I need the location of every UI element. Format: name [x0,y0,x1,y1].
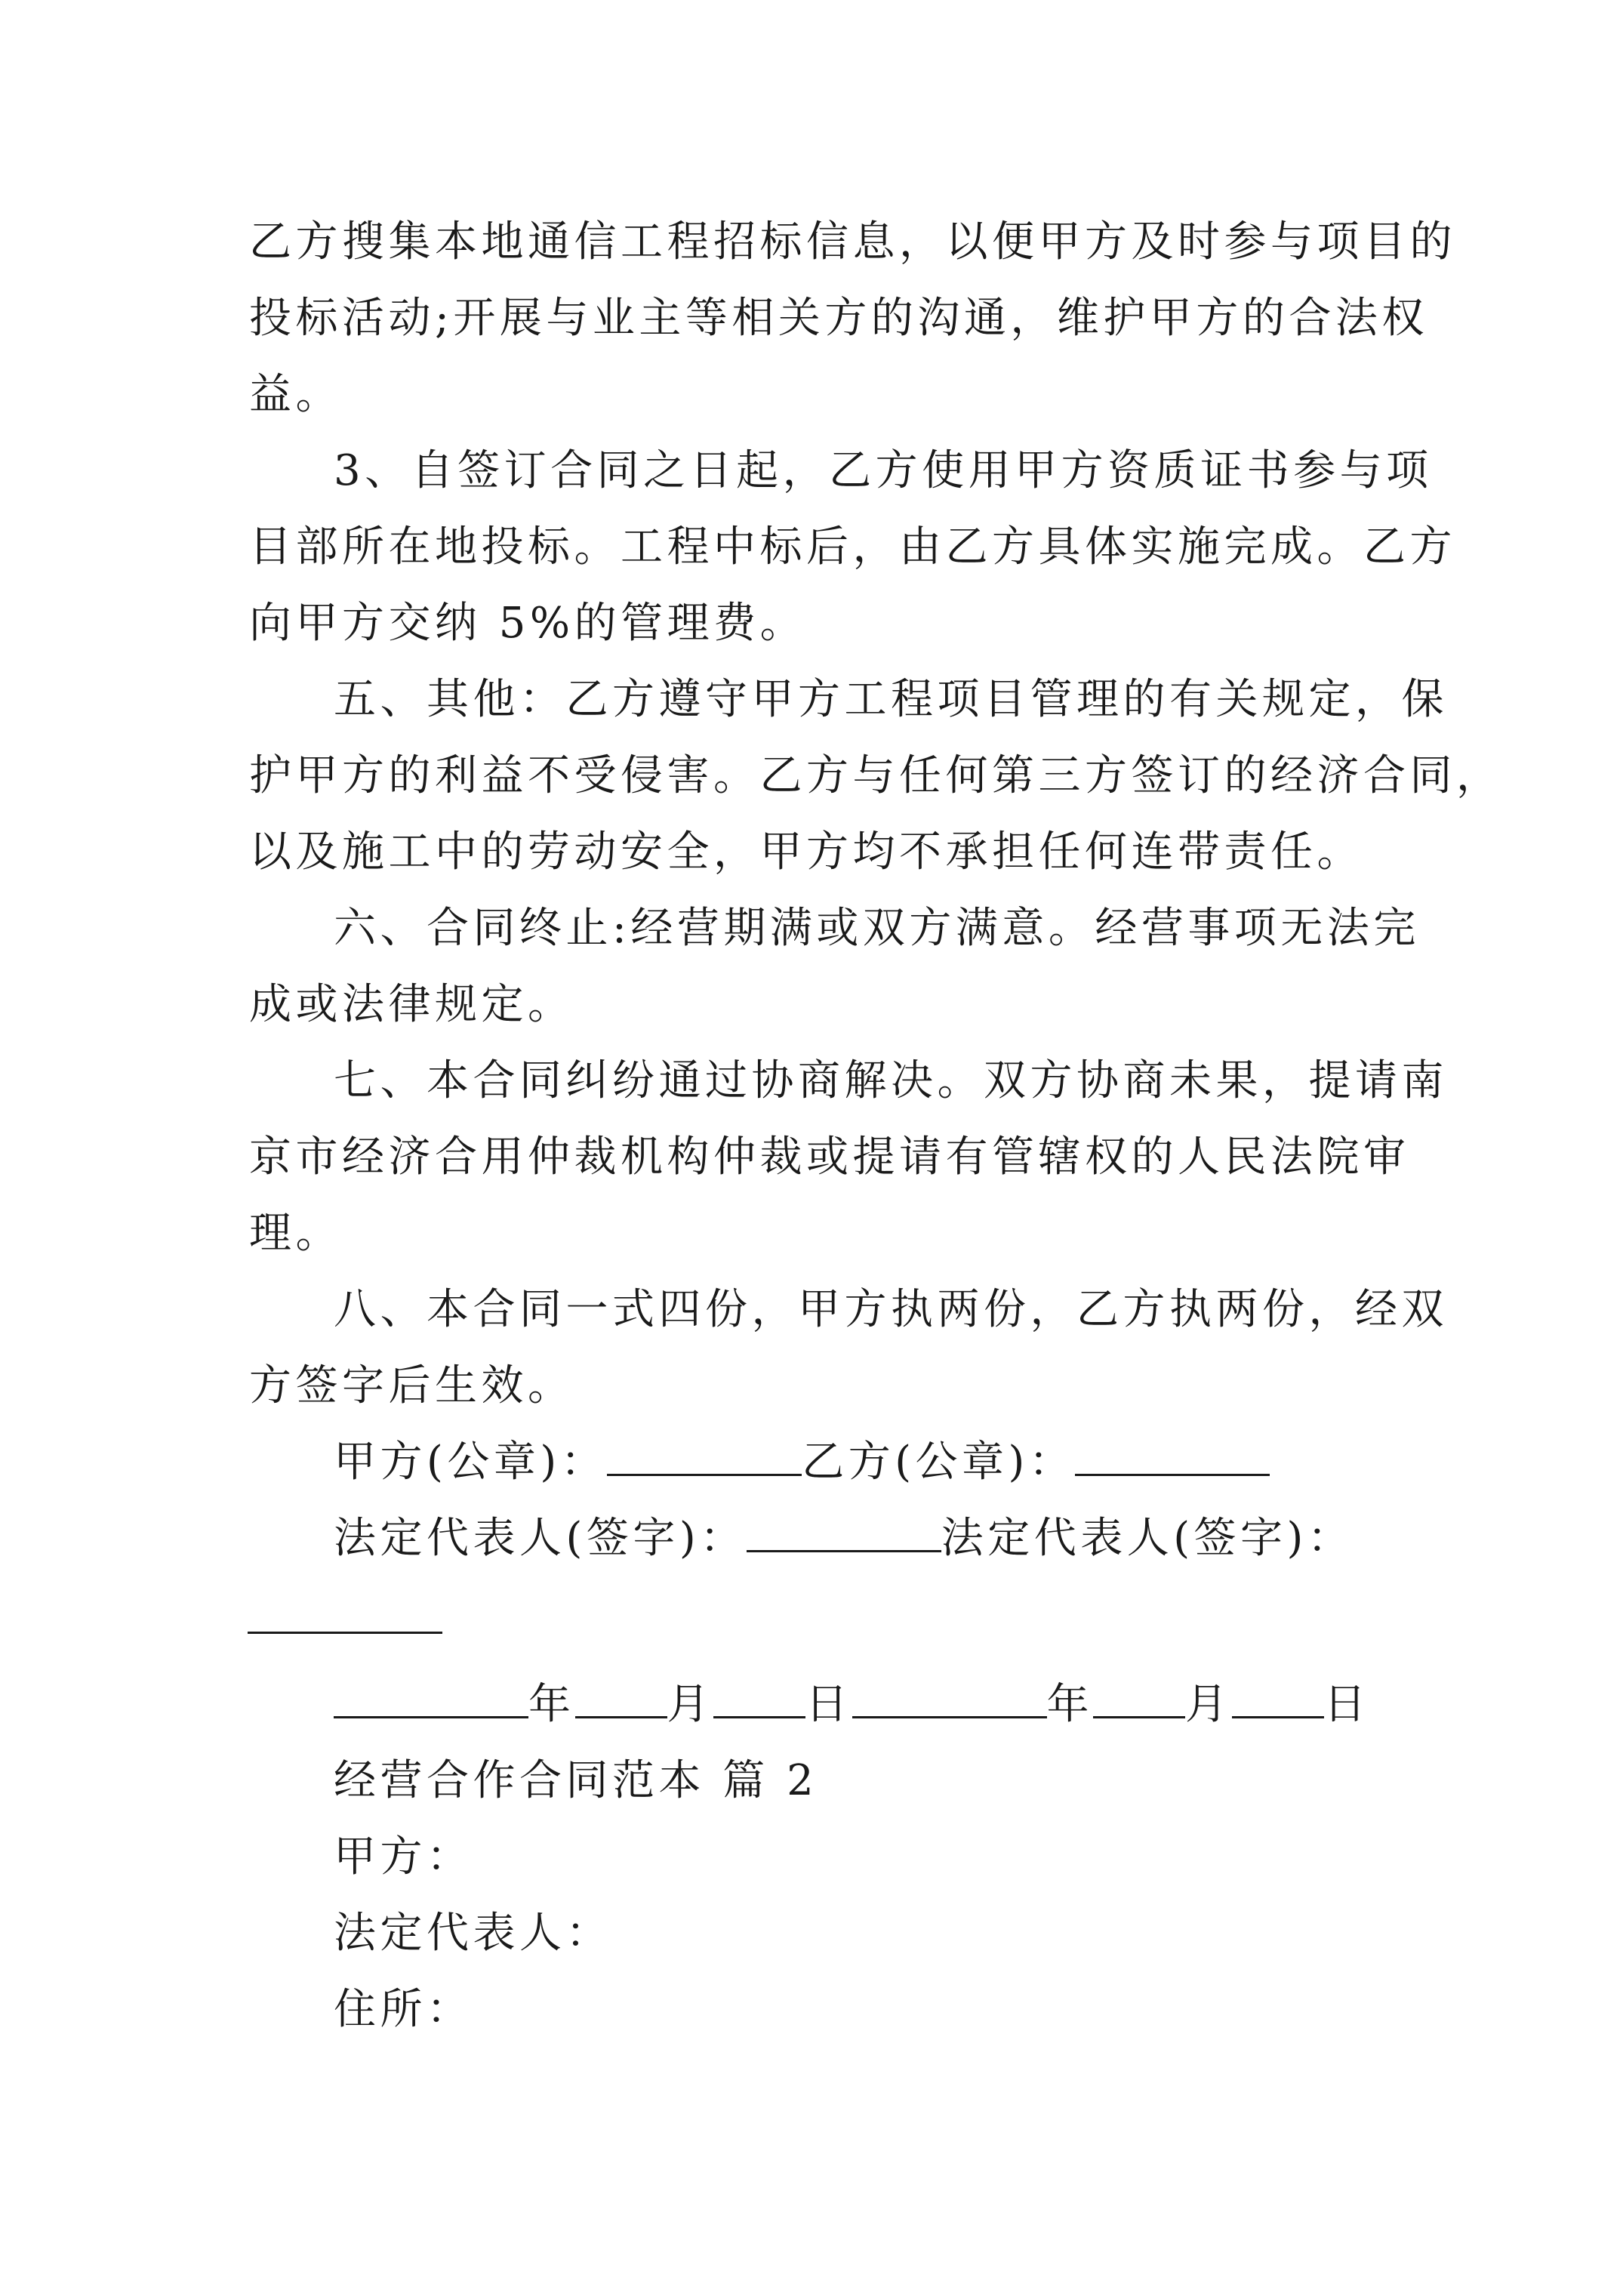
year-label: 年 [528,1680,575,1729]
rep-b-blank [248,1632,442,1634]
party-b-seal-label: 乙方(公章)： [802,1438,1076,1487]
month-label: 月 [667,1680,713,1729]
date-a-day-blank [713,1677,805,1718]
date-a-month-blank [575,1677,667,1718]
rep-a-label: 法定代表人(签字)： [334,1514,747,1563]
seal-line [249,1424,1381,1500]
party-a-seal-label: 甲方(公章)： [334,1438,608,1487]
paragraph-line: 护甲方的利益不受侵害。乙方与任何第三方签订的经济合同， [249,751,1503,800]
paragraph-line: 理。 [249,1209,342,1258]
paragraph-line: 以及施工中的劳动安全，甲方均不承担任何连带责任。 [249,827,1363,877]
clause-3-line: 3、自签订合同之日起，乙方使用甲方资质证书参与项 [334,446,1433,495]
date-line [249,1666,1381,1743]
date-b-year-blank [852,1677,1047,1718]
date-b-day-blank [1232,1677,1324,1718]
month-label: 月 [1185,1680,1232,1729]
clause-7-line: 七、本合同纠纷通过协商解决。双方协商未果，提请南 [334,1056,1448,1105]
party-a-seal-blank [607,1435,802,1476]
date-b-month-blank [1093,1677,1185,1718]
date-block [249,1666,1381,2048]
party-a-label: 甲方： [334,1832,473,1881]
paragraph-line: 京市经济合用仲裁机构仲裁或提请有管辖权的人民法院审 [249,1133,1410,1182]
section-2-title: 经营合作合同范本 篇 2 [334,1756,818,1805]
clause-6-line: 六、合同终止:经营期满或双方满意。经营事项无法完 [334,904,1420,953]
rep-a-blank [747,1511,941,1552]
date-a-year-blank [334,1677,528,1718]
clause-8-line: 八、本合同一式四份，甲方执两份，乙方执两份，经双 [334,1285,1448,1334]
paragraph-line: 益。 [249,370,342,419]
year-label: 年 [1046,1680,1093,1729]
rep-b-label: 法定代表人(签字)： [941,1514,1354,1563]
paragraph-line: 方签字后生效。 [249,1361,574,1410]
day-label: 日 [805,1680,852,1729]
clause-5-line: 五、其他：乙方遵守甲方工程项目管理的有关规定，保 [334,675,1448,724]
contract-body [249,204,1503,1576]
address-label: 住所： [334,1985,473,2034]
paragraph-line: 投标活动;开展与业主等相关方的沟通，维护甲方的合法权 [249,294,1428,343]
paragraph-line: 乙方搜集本地通信工程招标信息，以便甲方及时参与项目的 [249,217,1456,267]
legal-rep-label: 法定代表人： [334,1909,612,1958]
day-label: 日 [1323,1680,1370,1729]
representative-line [249,1500,1381,1576]
paragraph-line: 目部所在地投标。工程中标后，由乙方具体实施完成。乙方 [249,522,1456,572]
paragraph-line: 向甲方交纳 5%的管理费。 [249,599,807,648]
party-b-seal-blank [1075,1435,1270,1476]
paragraph-line: 成或法律规定。 [249,980,574,1029]
